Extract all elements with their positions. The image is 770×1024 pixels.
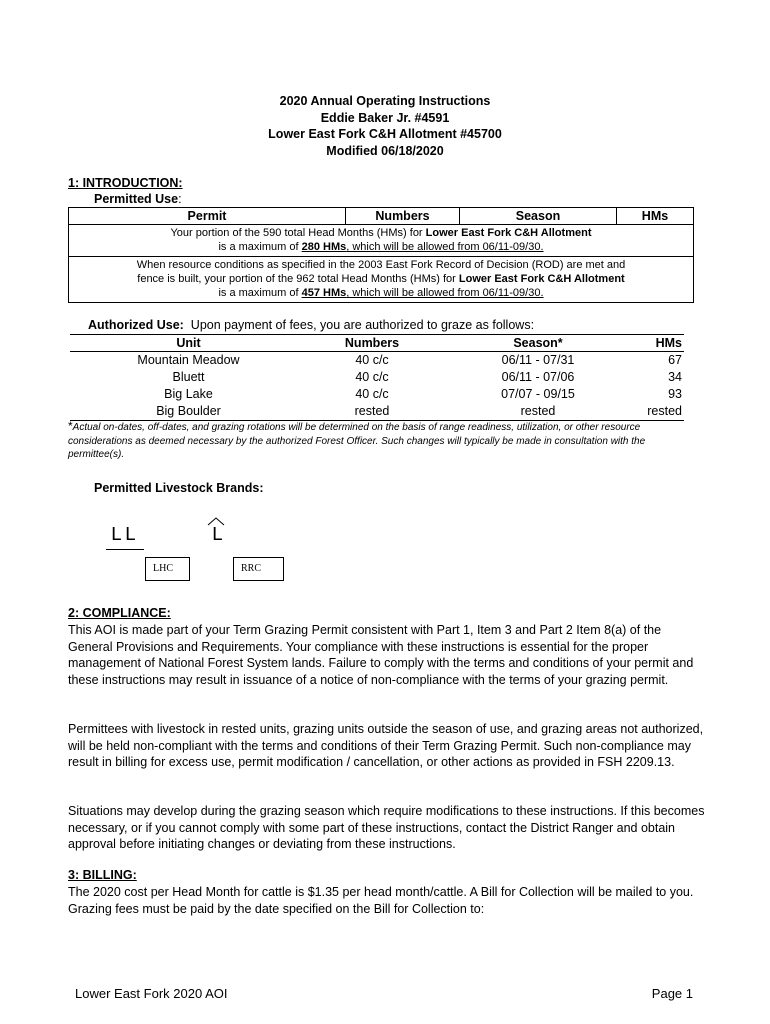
season-cell: 06/11 - 07/31	[501, 353, 575, 367]
hms-cell: 93	[668, 387, 682, 401]
billing-paragraph: The 2020 cost per Head Month for cattle is $1.35 per head month/cattle. A Bill for Collection will be mailed to you. Grazing fees must be paid by the date specified on the Bill for Collection to:	[68, 885, 694, 916]
permit-table	[68, 207, 694, 303]
unit-cell: Big Lake	[164, 387, 213, 401]
season-footnote	[68, 420, 688, 462]
permit-table-header	[69, 208, 693, 225]
permit-row-future-line2	[71, 272, 691, 286]
hms-col-header: HMs	[639, 335, 684, 352]
brand-lhc-glyph: LL	[111, 524, 140, 545]
permit-row-future-line3	[71, 286, 691, 300]
intro-heading: 1: INTRODUCTION:	[68, 176, 183, 190]
modified-date: Modified 06/18/2020	[326, 143, 444, 158]
permitted-use-text: Permitted Use	[94, 192, 179, 206]
authorized-use-table	[70, 334, 684, 421]
permittee-name: Eddie Baker Jr. #4591	[320, 110, 450, 125]
row2-max-text: is a maximum of	[218, 287, 302, 299]
numbers-cell: 40 c/c	[355, 370, 389, 384]
hms-cell: 34	[668, 370, 682, 384]
unit-cell: Mountain Meadow	[137, 353, 240, 367]
numbers-col-header: Numbers	[346, 208, 460, 224]
season-cell: 07/07 - 09/15	[501, 387, 575, 401]
doc-title: 2020 Annual Operating Instructions	[279, 94, 491, 108]
permit-row-future	[69, 256, 693, 302]
table-row	[70, 369, 684, 386]
row1-dates: , which will be allowed from 06/11-09/30.	[346, 241, 544, 253]
row1-text: Your portion of the 590 total Head Months (HMs) for	[170, 227, 426, 239]
numbers-col-header: Numbers	[307, 335, 437, 352]
permitted-use-label	[94, 192, 182, 206]
row2-text: fence is built, your portion of the 962 total Head Months (HMs) for	[137, 273, 459, 285]
brand-lhc-label: LHC	[145, 557, 190, 581]
season-cell: rested	[437, 403, 639, 421]
footer-document-name: Lower East Fork 2020 AOI	[75, 986, 228, 1001]
numbers-cell: 40 c/c	[355, 353, 389, 367]
brand-lhc-underline	[106, 549, 144, 550]
compliance-paragraph-2: Permittees with livestock in rested units, grazing units outside the season of use, and grazing areas not authorized, will be held non-compliant with the terms and conditions of their Term Grazing Permit. Such non-compliance may result in billing for excess use, permit modification / cancellation, or other actions as provided in FSH 2209.13.	[68, 722, 704, 769]
permit-row-current	[69, 225, 693, 256]
season-col-header: Season	[460, 208, 617, 224]
permit-row-current-line1	[71, 226, 691, 240]
hms-cell: 67	[668, 353, 682, 367]
permit-row-current-line2	[71, 240, 691, 254]
authorized-use-line	[88, 318, 534, 332]
auth-table-header	[70, 335, 684, 352]
hms-col-header: HMs	[641, 209, 669, 223]
row2-dates: , which will be allowed from 06/11-09/30.	[346, 287, 544, 299]
season-cell: 06/11 - 07/06	[501, 370, 575, 384]
season-col-header: Season*	[437, 335, 639, 352]
numbers-cell: rested	[307, 403, 437, 421]
brand-rrc-glyph: L	[212, 524, 227, 545]
permitted-use-colon: :	[178, 192, 182, 206]
row2-hm-unit: HMs	[319, 287, 347, 299]
row1-max-text: is a maximum of	[218, 241, 302, 253]
table-row	[70, 386, 684, 403]
allotment-name: Lower East Fork C&H Allotment #45700	[268, 127, 502, 141]
row2-allotment: Lower East Fork C&H Allotment	[458, 273, 625, 285]
brand-rrc-label: RRC	[233, 557, 284, 581]
table-row	[70, 403, 684, 421]
document-header	[0, 93, 770, 159]
footer-page-number: Page 1	[651, 986, 693, 1001]
unit-col-header: Unit	[70, 335, 307, 352]
row1-hm-unit: HMs	[319, 241, 347, 253]
table-row	[70, 352, 684, 370]
row2-condition-text: When resource conditions as specified in the 2003 East Fork Record of Decision (ROD) are met and	[136, 259, 626, 271]
authorized-use-text: Upon payment of fees, you are authorized to graze as follows:	[183, 318, 535, 332]
footnote-text: Actual on-dates, off-dates, and grazing rotations will be determined on the basis of range readiness, utilization, or other resource considerations as deemed necessary by the authorized Forest Officer. Such changes will typically be made in consultation with the permittee(s).	[68, 422, 646, 460]
brands-label: Permitted Livestock Brands:	[94, 481, 264, 495]
unit-cell: Big Boulder	[70, 403, 307, 421]
compliance-heading: 2: COMPLIANCE:	[68, 606, 171, 620]
unit-cell: Bluett	[172, 370, 205, 384]
billing-heading: 3: BILLING:	[68, 868, 137, 882]
numbers-cell: 40 c/c	[355, 387, 389, 401]
compliance-paragraph-3: Situations may develop during the grazing season which require modifications to these instructions. If this becomes necessary, or if you cannot comply with some part of these instructions, contact the District Ranger and obtain approval before initiating changes or deviating from these instructions.	[68, 804, 705, 851]
authorized-use-label: Authorized Use:	[88, 318, 184, 332]
compliance-paragraph-1: This AOI is made part of your Term Grazing Permit consistent with Part 1, Item 3 and Part 2 Item 8(a) of the General Provisions and Requirements. Your compliance with these instructions is essential for the proper management of National Forest System lands. Failure to comply with the terms and conditions of your permit and these instructions may result in issuance of a notice of non-compliance with the terms of your grazing permit.	[68, 623, 694, 687]
row2-hm-number: 457	[301, 287, 320, 299]
row1-allotment: Lower East Fork C&H Allotment	[425, 227, 592, 239]
row1-hm-number: 280	[301, 241, 320, 253]
permit-col-header: Permit	[69, 208, 346, 224]
hms-cell: rested	[639, 403, 684, 421]
footnote-asterisk: *	[68, 419, 73, 433]
